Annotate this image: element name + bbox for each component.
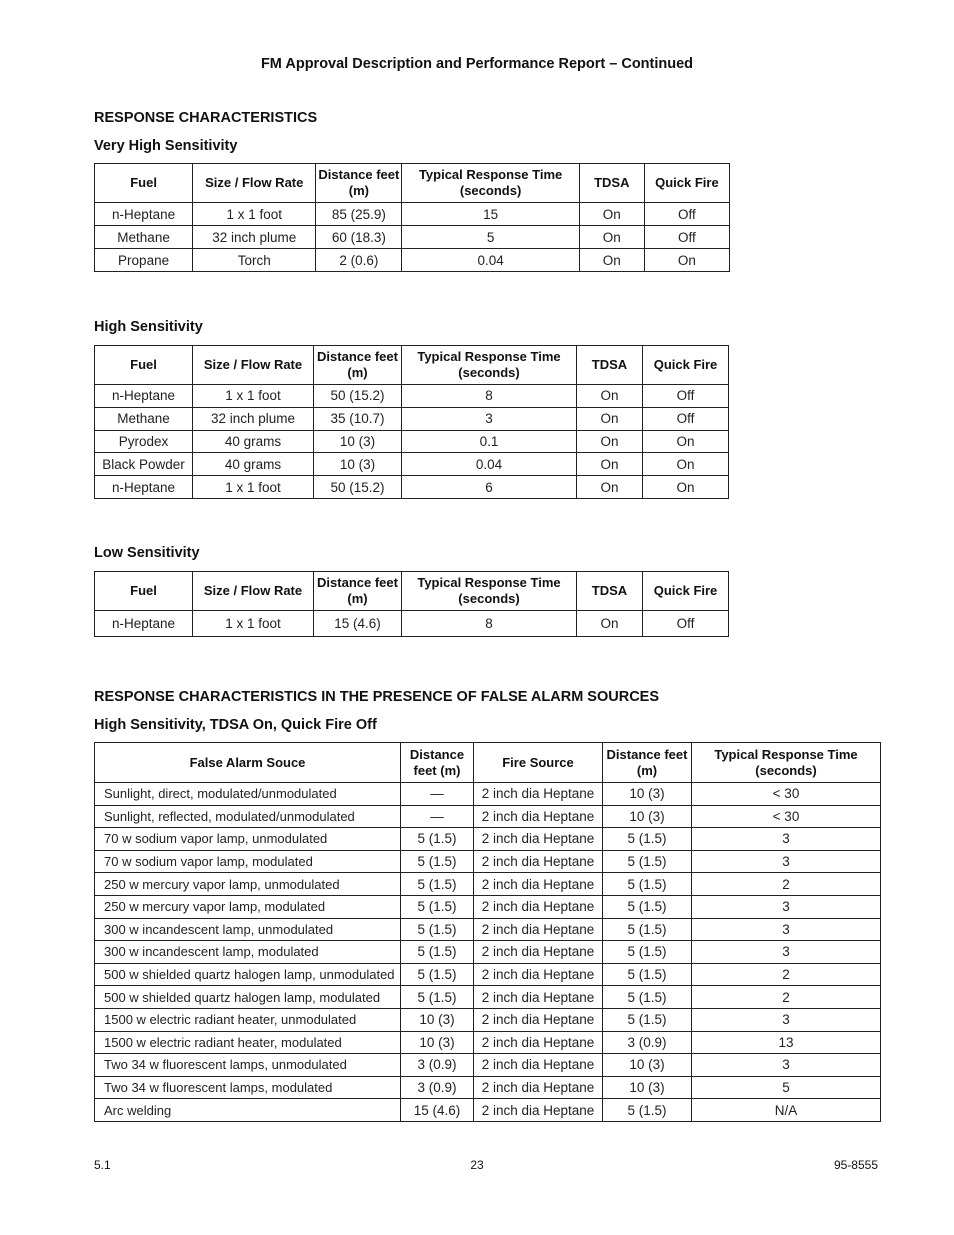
table-cell: N/A	[692, 1099, 881, 1122]
col-distance: Distance feet (m)	[316, 164, 402, 203]
table-cell: —	[401, 805, 474, 828]
table-cell: 0.04	[402, 453, 577, 476]
table-cell: 10 (3)	[401, 1008, 474, 1031]
table-cell: 10 (3)	[401, 1031, 474, 1054]
table-cell: 3 (0.9)	[401, 1054, 474, 1077]
table-cell: 2 (0.6)	[316, 249, 402, 272]
table-cell: 0.1	[402, 430, 577, 453]
table-cell: 3	[692, 1054, 881, 1077]
table-cell: 5 (1.5)	[603, 963, 692, 986]
table-cell: Off	[643, 611, 729, 637]
col-fire-distance: Distance feet (m)	[603, 743, 692, 783]
high-title: High Sensitivity	[94, 319, 203, 335]
table-cell: < 30	[692, 805, 881, 828]
table-cell: 2	[692, 986, 881, 1009]
footer-page-number: 23	[470, 1158, 484, 1172]
table-cell: Propane	[95, 249, 193, 272]
table-cell: 15	[402, 203, 579, 226]
table-cell: 1 x 1 foot	[193, 385, 314, 408]
table-cell: 8	[402, 611, 577, 637]
table-cell: n-Heptane	[95, 611, 193, 637]
table-cell: 2	[692, 963, 881, 986]
table-cell: 3	[402, 407, 577, 430]
col-distance: Distance feet (m)	[314, 346, 402, 385]
table-cell: n-Heptane	[95, 385, 193, 408]
table-row	[95, 203, 730, 226]
table-cell: 5	[402, 226, 579, 249]
table-cell: Black Powder	[95, 453, 193, 476]
table-row	[95, 249, 730, 272]
table-cell: 2	[692, 873, 881, 896]
very-high-title: Very High Sensitivity	[94, 138, 238, 154]
col-size: Size / Flow Rate	[193, 572, 314, 611]
table-row	[95, 895, 881, 918]
table-cell: Torch	[193, 249, 316, 272]
table-cell: 500 w shielded quartz halogen lamp, modulated	[95, 986, 401, 1009]
table-cell: 300 w incandescent lamp, unmodulated	[95, 918, 401, 941]
table-cell: 15 (4.6)	[401, 1099, 474, 1122]
table-cell: 85 (25.9)	[316, 203, 402, 226]
table-row	[95, 941, 881, 964]
very-high-table	[94, 163, 730, 272]
table-cell: On	[644, 249, 729, 272]
table-cell: 250 w mercury vapor lamp, modulated	[95, 895, 401, 918]
table-cell: 10 (3)	[314, 453, 402, 476]
section-title-false-alarm: RESPONSE CHARACTERISTICS IN THE PRESENCE OF FALSE ALARM SOURCES	[94, 689, 660, 705]
footer-doc-number: 95-8555	[833, 1158, 878, 1172]
table-cell: 3	[692, 895, 881, 918]
table-cell: 2 inch dia Heptane	[474, 828, 603, 851]
table-cell: Sunlight, reflected, modulated/unmodulated	[95, 805, 401, 828]
table-cell: 50 (15.2)	[314, 385, 402, 408]
table-row	[95, 476, 729, 499]
low-title: Low Sensitivity	[94, 545, 200, 561]
section-title-response: RESPONSE CHARACTERISTICS	[94, 110, 318, 126]
table-cell: 3	[692, 941, 881, 964]
table-cell: 2 inch dia Heptane	[474, 783, 603, 806]
table-cell: 1500 w electric radiant heater, unmodulated	[95, 1008, 401, 1031]
table-cell: 5 (1.5)	[603, 1008, 692, 1031]
table-cell: 5 (1.5)	[401, 941, 474, 964]
table-row	[95, 963, 881, 986]
col-response-time: Typical Response Time (seconds)	[402, 346, 577, 385]
table-row	[95, 828, 881, 851]
table-cell: 3	[692, 918, 881, 941]
table-row	[95, 1054, 881, 1077]
table-cell: 8	[402, 385, 577, 408]
col-distance: Distance feet (m)	[314, 572, 402, 611]
table-cell: 70 w sodium vapor lamp, unmodulated	[95, 828, 401, 851]
table-cell: 1 x 1 foot	[193, 476, 314, 499]
table-cell: 6	[402, 476, 577, 499]
table-cell: 2 inch dia Heptane	[474, 963, 603, 986]
table-cell: 10 (3)	[603, 783, 692, 806]
table-row	[95, 783, 881, 806]
table-cell: Methane	[95, 407, 193, 430]
table-cell: 32 inch plume	[193, 407, 314, 430]
table-cell: On	[579, 203, 644, 226]
table-row	[95, 1008, 881, 1031]
low-table	[94, 571, 729, 637]
table-cell: n-Heptane	[95, 203, 193, 226]
table-cell: 60 (18.3)	[316, 226, 402, 249]
table-cell: 5 (1.5)	[401, 873, 474, 896]
table-cell: On	[577, 453, 643, 476]
table-cell: Arc welding	[95, 1099, 401, 1122]
high-table	[94, 345, 729, 499]
table-cell: 5 (1.5)	[401, 828, 474, 851]
table-cell: Sunlight, direct, modulated/unmodulated	[95, 783, 401, 806]
col-quick-fire: Quick Fire	[643, 346, 729, 385]
table-cell: < 30	[692, 783, 881, 806]
table-cell: 2 inch dia Heptane	[474, 941, 603, 964]
table-cell: 5 (1.5)	[603, 895, 692, 918]
col-size: Size / Flow Rate	[193, 346, 314, 385]
table-cell: Off	[644, 203, 729, 226]
table-cell: 5	[692, 1076, 881, 1099]
table-row	[95, 611, 729, 637]
table-cell: Off	[643, 385, 729, 408]
col-distance: Distance feet (m)	[401, 743, 474, 783]
table-cell: 13	[692, 1031, 881, 1054]
table-cell: 3 (0.9)	[401, 1076, 474, 1099]
table-cell: 5 (1.5)	[603, 986, 692, 1009]
col-fuel: Fuel	[95, 346, 193, 385]
table-cell: 5 (1.5)	[603, 873, 692, 896]
table-cell: 2 inch dia Heptane	[474, 1008, 603, 1031]
table-row	[95, 1031, 881, 1054]
col-response-time: Typical Response Time (seconds)	[402, 164, 579, 203]
table-cell: 2 inch dia Heptane	[474, 1054, 603, 1077]
table-cell: 2 inch dia Heptane	[474, 1099, 603, 1122]
col-tdsa: TDSA	[577, 346, 643, 385]
col-quick-fire: Quick Fire	[644, 164, 729, 203]
table-cell: 3 (0.9)	[603, 1031, 692, 1054]
table-cell: On	[577, 430, 643, 453]
table-cell: 3	[692, 850, 881, 873]
table-row	[95, 385, 729, 408]
table-cell: 10 (3)	[603, 805, 692, 828]
table-cell: 5 (1.5)	[603, 828, 692, 851]
table-cell: 50 (15.2)	[314, 476, 402, 499]
table-cell: 5 (1.5)	[603, 918, 692, 941]
table-row	[95, 453, 729, 476]
table-cell: 1500 w electric radiant heater, modulated	[95, 1031, 401, 1054]
table-cell: 70 w sodium vapor lamp, modulated	[95, 850, 401, 873]
table-cell: 2 inch dia Heptane	[474, 918, 603, 941]
table-cell: n-Heptane	[95, 476, 193, 499]
page-header: FM Approval Description and Performance Report – Continued	[260, 56, 694, 72]
table-cell: On	[577, 407, 643, 430]
table-cell: 5 (1.5)	[401, 963, 474, 986]
col-fuel: Fuel	[95, 164, 193, 203]
table-cell: 2 inch dia Heptane	[474, 1076, 603, 1099]
table-cell: 3	[692, 828, 881, 851]
table-row	[95, 805, 881, 828]
table-cell: 2 inch dia Heptane	[474, 895, 603, 918]
table-cell: On	[577, 476, 643, 499]
table-cell: 5 (1.5)	[401, 986, 474, 1009]
table-cell: Off	[644, 226, 729, 249]
table-cell: 1 x 1 foot	[193, 203, 316, 226]
col-fire-source: Fire Source	[474, 743, 603, 783]
table-cell: 35 (10.7)	[314, 407, 402, 430]
table-row	[95, 407, 729, 430]
table-row	[95, 430, 729, 453]
table-cell: 250 w mercury vapor lamp, unmodulated	[95, 873, 401, 896]
table-cell: 40 grams	[193, 453, 314, 476]
col-tdsa: TDSA	[577, 572, 643, 611]
table-cell: On	[579, 226, 644, 249]
table-cell: 10 (3)	[603, 1076, 692, 1099]
table-cell: 40 grams	[193, 430, 314, 453]
table-cell: On	[579, 249, 644, 272]
table-cell: 5 (1.5)	[401, 850, 474, 873]
table-cell: 2 inch dia Heptane	[474, 873, 603, 896]
table-cell: 2 inch dia Heptane	[474, 1031, 603, 1054]
table-row	[95, 873, 881, 896]
table-cell: 1 x 1 foot	[193, 611, 314, 637]
false-alarm-title: High Sensitivity, TDSA On, Quick Fire Off	[94, 717, 377, 733]
col-fuel: Fuel	[95, 572, 193, 611]
table-cell: 2 inch dia Heptane	[474, 986, 603, 1009]
table-row	[95, 226, 730, 249]
table-cell: On	[577, 385, 643, 408]
table-cell: 10 (3)	[314, 430, 402, 453]
table-row	[95, 1076, 881, 1099]
table-cell: Off	[643, 407, 729, 430]
table-cell: On	[577, 611, 643, 637]
table-cell: Two 34 w fluorescent lamps, modulated	[95, 1076, 401, 1099]
table-cell: 300 w incandescent lamp, modulated	[95, 941, 401, 964]
table-cell: 5 (1.5)	[603, 1099, 692, 1122]
table-cell: 15 (4.6)	[314, 611, 402, 637]
table-cell: 10 (3)	[603, 1054, 692, 1077]
col-response-time: Typical Response Time (seconds)	[692, 743, 881, 783]
table-cell: Pyrodex	[95, 430, 193, 453]
table-cell: 5 (1.5)	[401, 918, 474, 941]
table-cell: 0.04	[402, 249, 579, 272]
table-cell: On	[643, 430, 729, 453]
col-size: Size / Flow Rate	[193, 164, 316, 203]
table-cell: 5 (1.5)	[401, 895, 474, 918]
table-row	[95, 986, 881, 1009]
footer-revision: 5.1	[94, 1158, 111, 1172]
col-quick-fire: Quick Fire	[643, 572, 729, 611]
table-row	[95, 918, 881, 941]
table-cell: Methane	[95, 226, 193, 249]
table-cell: On	[643, 453, 729, 476]
false-alarm-table	[94, 742, 881, 1122]
table-cell: —	[401, 783, 474, 806]
col-response-time: Typical Response Time (seconds)	[402, 572, 577, 611]
table-row	[95, 1099, 881, 1122]
table-cell: 2 inch dia Heptane	[474, 850, 603, 873]
col-false-alarm-source: False Alarm Souce	[95, 743, 401, 783]
table-cell: 32 inch plume	[193, 226, 316, 249]
table-cell: 5 (1.5)	[603, 941, 692, 964]
table-cell: 2 inch dia Heptane	[474, 805, 603, 828]
table-cell: Two 34 w fluorescent lamps, unmodulated	[95, 1054, 401, 1077]
table-cell: 5 (1.5)	[603, 850, 692, 873]
col-tdsa: TDSA	[579, 164, 644, 203]
table-cell: On	[643, 476, 729, 499]
table-row	[95, 850, 881, 873]
table-cell: 3	[692, 1008, 881, 1031]
table-cell: 500 w shielded quartz halogen lamp, unmodulated	[95, 963, 401, 986]
